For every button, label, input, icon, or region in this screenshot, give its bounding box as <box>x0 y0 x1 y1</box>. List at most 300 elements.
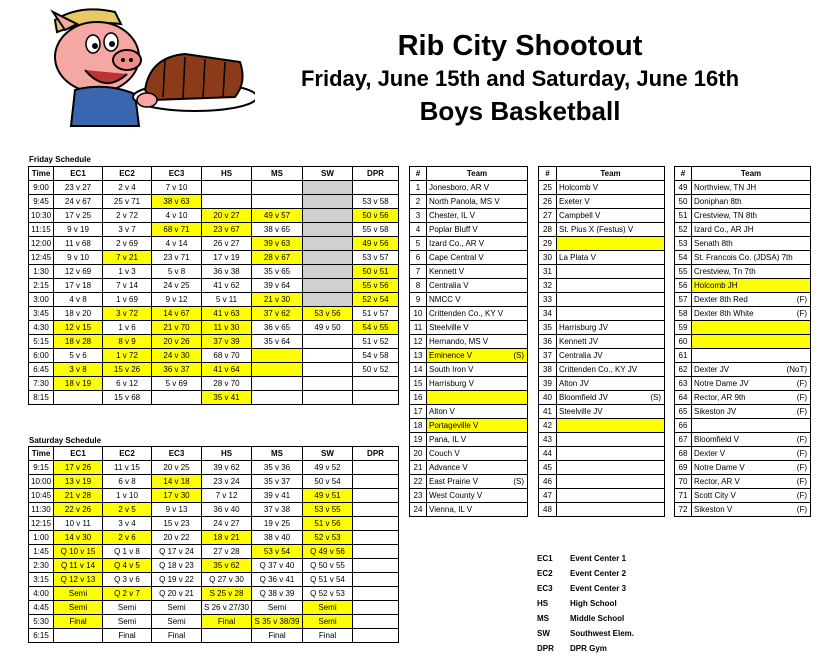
game-cell: 41 v 64 <box>202 363 252 377</box>
team-row <box>675 433 811 447</box>
team-name <box>427 447 528 461</box>
time-cell: 5:30 <box>29 615 54 629</box>
time-cell: 12:45 <box>29 251 54 265</box>
team-name <box>557 391 665 405</box>
legend-value: High School <box>570 599 617 608</box>
game-cell: 19 v 25 <box>252 517 303 531</box>
game-cell <box>54 629 103 643</box>
team-name <box>692 475 811 489</box>
time-cell: 1:45 <box>29 545 54 559</box>
game-cell: 14 v 30 <box>54 531 103 545</box>
team-name <box>692 503 811 517</box>
legend-item <box>537 626 634 641</box>
game-cell: Semi <box>152 615 202 629</box>
team-name <box>692 433 811 447</box>
game-cell: Q 51 v 54 <box>303 573 353 587</box>
team-name-text: North Panola, MS V <box>429 197 500 206</box>
saturday-row <box>29 573 399 587</box>
game-cell: Q 20 v 21 <box>152 587 202 601</box>
team-name-text: Holcomb JH <box>694 281 738 290</box>
team-name <box>427 251 528 265</box>
game-cell: 50 v 56 <box>353 209 399 223</box>
game-cell: Q 3 v 6 <box>103 573 152 587</box>
team-number: 22 <box>410 475 427 489</box>
team-name-text: Centralia JV <box>559 351 603 360</box>
team-row <box>675 391 811 405</box>
time-cell: 6:00 <box>29 349 54 363</box>
team-name <box>427 209 528 223</box>
team-number: 16 <box>410 391 427 405</box>
game-cell <box>252 195 303 209</box>
team-name <box>692 377 811 391</box>
game-cell <box>252 391 303 405</box>
game-cell: 20 v 26 <box>152 335 202 349</box>
team-number: 55 <box>675 265 692 279</box>
team-number: 47 <box>539 489 557 503</box>
team-name <box>692 181 811 195</box>
team-name <box>427 377 528 391</box>
team-name <box>427 335 528 349</box>
team-tag: (NoT) <box>786 365 807 374</box>
legend-value: Event Center 2 <box>570 569 627 578</box>
time-cell: 10:30 <box>29 209 54 223</box>
game-cell: 18 v 20 <box>54 307 103 321</box>
team-row <box>539 447 665 461</box>
game-cell: 9 v 12 <box>152 293 202 307</box>
team-row <box>675 265 811 279</box>
game-cell: 24 v 25 <box>152 279 202 293</box>
team-number: 66 <box>675 419 692 433</box>
game-cell: 28 v 70 <box>202 377 252 391</box>
team-number: 24 <box>410 503 427 517</box>
team-row <box>410 237 528 251</box>
game-cell: 54 v 55 <box>353 321 399 335</box>
event-subtitle: Boys Basketball <box>419 96 621 126</box>
team-tag: (F) <box>796 449 807 458</box>
game-cell <box>303 363 353 377</box>
friday-row <box>29 237 399 251</box>
game-cell: 49 v 51 <box>303 489 353 503</box>
game-cell: 17 v 18 <box>54 279 103 293</box>
game-cell: 12 v 15 <box>54 321 103 335</box>
team-number: 39 <box>539 377 557 391</box>
game-cell: 23 v 71 <box>152 251 202 265</box>
game-cell: 11 v 68 <box>54 237 103 251</box>
team-name <box>692 447 811 461</box>
team-row <box>539 489 665 503</box>
game-cell: 49 v 50 <box>303 321 353 335</box>
time-cell: 10:45 <box>29 489 54 503</box>
team-name-text: Alton JV <box>559 379 589 388</box>
game-cell: 37 v 38 <box>252 503 303 517</box>
game-cell: 53 v 58 <box>353 195 399 209</box>
game-cell: 50 v 51 <box>353 265 399 279</box>
team-name <box>427 223 528 237</box>
game-cell: 68 v 70 <box>202 349 252 363</box>
legend-value: Middle School <box>570 614 625 623</box>
game-cell: 11 v 30 <box>202 321 252 335</box>
team-row <box>410 209 528 223</box>
game-cell: Q 10 v 15 <box>54 545 103 559</box>
game-cell: 20 v 22 <box>152 531 202 545</box>
game-cell: 21 v 30 <box>252 293 303 307</box>
team-name-text: Izard Co., AR V <box>429 239 485 248</box>
team-name <box>557 265 665 279</box>
game-cell: 35 v 65 <box>252 265 303 279</box>
team-name-text: Notre Dame V <box>694 463 745 472</box>
team-number: 48 <box>539 503 557 517</box>
team-name-text: Jonesboro, AR V <box>429 183 490 192</box>
team-number: 8 <box>410 279 427 293</box>
team-name <box>557 405 665 419</box>
team-number: 9 <box>410 293 427 307</box>
game-cell: 49 v 57 <box>252 209 303 223</box>
team-name <box>692 335 811 349</box>
team-row <box>410 391 528 405</box>
team-tag: (F) <box>796 477 807 486</box>
game-cell: 24 v 30 <box>152 349 202 363</box>
team-name <box>427 349 528 363</box>
game-cell: 1 v 72 <box>103 349 152 363</box>
team-row <box>675 237 811 251</box>
team-row <box>539 349 665 363</box>
legend-value: DPR Gym <box>570 644 607 653</box>
team-row <box>539 335 665 349</box>
game-cell <box>353 629 399 643</box>
game-cell: 4 v 8 <box>54 293 103 307</box>
legend-value: Event Center 3 <box>570 584 627 593</box>
game-cell: Semi <box>54 587 103 601</box>
team-number: 19 <box>410 433 427 447</box>
game-cell: Semi <box>103 615 152 629</box>
team-name <box>557 377 665 391</box>
time-cell: 10:00 <box>29 475 54 489</box>
game-cell: 7 v 10 <box>152 181 202 195</box>
team-name <box>692 265 811 279</box>
team-row <box>539 321 665 335</box>
team-name <box>557 307 665 321</box>
game-cell: 1 v 3 <box>103 265 152 279</box>
game-cell: 6 v 8 <box>103 475 152 489</box>
team-row <box>675 279 811 293</box>
team-number: 67 <box>675 433 692 447</box>
team-number: 29 <box>539 237 557 251</box>
game-cell: 8 v 9 <box>103 335 152 349</box>
saturday-row <box>29 461 399 475</box>
team-row <box>675 447 811 461</box>
game-cell: 28 v 67 <box>252 251 303 265</box>
game-cell: Q 52 v 53 <box>303 587 353 601</box>
team-name <box>427 391 528 405</box>
team-row <box>410 363 528 377</box>
team-name-text: Doniphan 8th <box>694 197 742 206</box>
game-cell <box>353 587 399 601</box>
team-name <box>692 391 811 405</box>
game-cell <box>303 391 353 405</box>
team-row <box>539 237 665 251</box>
team-tag: (F) <box>796 491 807 500</box>
game-cell <box>303 181 353 195</box>
legend-item <box>537 566 634 581</box>
column-header: MS <box>252 447 303 461</box>
team-number: 56 <box>675 279 692 293</box>
game-cell <box>353 377 399 391</box>
game-cell <box>303 293 353 307</box>
team-name-text: Rector, AR 9th <box>694 393 746 402</box>
legend-key: DPR <box>537 644 554 653</box>
game-cell: 49 v 56 <box>353 237 399 251</box>
game-cell: Semi <box>54 601 103 615</box>
team-tag: (F) <box>796 393 807 402</box>
team-row <box>539 433 665 447</box>
game-cell: 4 v 10 <box>152 209 202 223</box>
team-row <box>675 349 811 363</box>
column-header: EC2 <box>103 447 152 461</box>
team-name-text: Centralia V <box>429 281 469 290</box>
team-name-text: Senath 8th <box>694 239 733 248</box>
team-row <box>539 251 665 265</box>
team-number: 30 <box>539 251 557 265</box>
game-cell: 53 v 57 <box>353 251 399 265</box>
column-header: Time <box>29 167 54 181</box>
team-row <box>410 447 528 461</box>
team-number: 31 <box>539 265 557 279</box>
pig-mascot-icon <box>35 2 255 127</box>
game-cell <box>303 279 353 293</box>
saturday-row <box>29 503 399 517</box>
game-cell: 25 v 71 <box>103 195 152 209</box>
team-list-2 <box>538 166 665 517</box>
team-name-text: St. Pius X (Festus) V <box>559 225 634 234</box>
game-cell <box>353 503 399 517</box>
team-number: 64 <box>675 391 692 405</box>
game-cell: Q 50 v 55 <box>303 559 353 573</box>
team-name <box>427 433 528 447</box>
game-cell <box>303 251 353 265</box>
team-number: 46 <box>539 475 557 489</box>
time-cell: 4:00 <box>29 587 54 601</box>
game-cell: 1 v 10 <box>103 489 152 503</box>
column-header: Time <box>29 447 54 461</box>
time-cell: 2:15 <box>29 279 54 293</box>
game-cell: 36 v 37 <box>152 363 202 377</box>
game-cell: Q 4 v 5 <box>103 559 152 573</box>
game-cell <box>202 629 252 643</box>
team-row <box>539 181 665 195</box>
game-cell: 26 v 27 <box>202 237 252 251</box>
game-cell: 11 v 15 <box>103 461 152 475</box>
team-number: 40 <box>539 391 557 405</box>
time-cell: 4:30 <box>29 321 54 335</box>
team-name-text: Pana, IL V <box>429 435 467 444</box>
game-cell: Semi <box>303 615 353 629</box>
friday-row <box>29 181 399 195</box>
game-cell: 35 v 64 <box>252 335 303 349</box>
team-name <box>427 419 528 433</box>
team-name-text: Notre Dame JV <box>694 379 749 388</box>
team-name <box>692 223 811 237</box>
team-name-text: Advance V <box>429 463 468 472</box>
team-row <box>539 461 665 475</box>
team-number: 42 <box>539 419 557 433</box>
team-name <box>557 363 665 377</box>
team-row <box>675 419 811 433</box>
team-name-text: Steelville V <box>429 323 469 332</box>
game-cell: 2 v 72 <box>103 209 152 223</box>
team-number: 5 <box>410 237 427 251</box>
team-row <box>539 405 665 419</box>
team-row <box>539 391 665 405</box>
column-header: Team <box>427 167 528 181</box>
game-cell: 49 v 52 <box>303 461 353 475</box>
team-row <box>675 223 811 237</box>
team-name-text: Crestview, Tn 7th <box>694 267 756 276</box>
team-number: 26 <box>539 195 557 209</box>
game-cell: 5 v 6 <box>54 349 103 363</box>
game-cell: S 25 v 28 <box>202 587 252 601</box>
team-row <box>539 419 665 433</box>
time-cell: 9:45 <box>29 195 54 209</box>
team-name-text: Campbell V <box>559 211 601 220</box>
team-number: 34 <box>539 307 557 321</box>
team-name-text: Poplar Bluff V <box>429 225 478 234</box>
game-cell: 41 v 63 <box>202 307 252 321</box>
legend-key: MS <box>537 614 549 623</box>
team-row <box>675 489 811 503</box>
team-name <box>427 489 528 503</box>
time-cell: 1:30 <box>29 265 54 279</box>
team-number: 12 <box>410 335 427 349</box>
legend-key: HS <box>537 599 549 608</box>
game-cell: 18 v 28 <box>54 335 103 349</box>
team-name-text: Sikeston V <box>694 505 733 514</box>
legend-item <box>537 581 634 596</box>
time-cell: 8:15 <box>29 391 54 405</box>
game-cell <box>303 349 353 363</box>
team-number: 71 <box>675 489 692 503</box>
column-header: DPR <box>353 167 399 181</box>
time-cell: 11:15 <box>29 223 54 237</box>
game-cell: 23 v 24 <box>202 475 252 489</box>
game-cell <box>252 363 303 377</box>
team-row <box>410 251 528 265</box>
saturday-row <box>29 475 399 489</box>
game-cell: 17 v 19 <box>202 251 252 265</box>
page-title: Rib City Shootout <box>397 30 643 62</box>
game-cell: 52 v 54 <box>353 293 399 307</box>
team-row <box>410 461 528 475</box>
game-cell: 35 v 36 <box>252 461 303 475</box>
game-cell: 27 v 28 <box>202 545 252 559</box>
team-name-text: West County V <box>429 491 483 500</box>
time-cell: 3:00 <box>29 293 54 307</box>
team-number: 23 <box>410 489 427 503</box>
team-number: 27 <box>539 209 557 223</box>
time-cell: 6:45 <box>29 363 54 377</box>
team-name <box>427 279 528 293</box>
game-cell <box>54 391 103 405</box>
team-name-text: Bloomfield V <box>694 435 739 444</box>
team-row <box>675 181 811 195</box>
team-name-text: Scott City V <box>694 491 736 500</box>
game-cell: Q 37 v 40 <box>252 559 303 573</box>
team-row <box>539 265 665 279</box>
legend-key: EC3 <box>537 584 553 593</box>
game-cell <box>353 461 399 475</box>
team-number: 33 <box>539 293 557 307</box>
team-name <box>692 209 811 223</box>
team-number: 62 <box>675 363 692 377</box>
game-cell: Semi <box>252 601 303 615</box>
game-cell <box>252 377 303 391</box>
game-cell: 50 v 54 <box>303 475 353 489</box>
legend-item <box>537 641 634 656</box>
team-name <box>557 335 665 349</box>
game-cell <box>303 265 353 279</box>
game-cell: 2 v 6 <box>103 531 152 545</box>
friday-row <box>29 335 399 349</box>
friday-row <box>29 195 399 209</box>
game-cell: 12 v 69 <box>54 265 103 279</box>
column-header: # <box>410 167 427 181</box>
column-header: Team <box>557 167 665 181</box>
team-row <box>675 321 811 335</box>
team-name-text: Cape Central V <box>429 253 484 262</box>
team-name <box>557 321 665 335</box>
team-row <box>675 377 811 391</box>
column-header: EC1 <box>54 167 103 181</box>
venue-legend <box>537 551 634 656</box>
game-cell <box>303 377 353 391</box>
team-number: 49 <box>675 181 692 195</box>
game-cell: 2 v 69 <box>103 237 152 251</box>
team-row <box>410 265 528 279</box>
column-header: HS <box>202 167 252 181</box>
team-number: 35 <box>539 321 557 335</box>
game-cell <box>303 335 353 349</box>
game-cell: 13 v 19 <box>54 475 103 489</box>
team-number: 36 <box>539 335 557 349</box>
game-cell: 39 v 41 <box>252 489 303 503</box>
team-number: 61 <box>675 349 692 363</box>
game-cell <box>252 181 303 195</box>
team-row <box>539 223 665 237</box>
team-row <box>410 307 528 321</box>
game-cell: Q 19 v 22 <box>152 573 202 587</box>
team-row <box>410 503 528 517</box>
game-cell: Q 36 v 41 <box>252 573 303 587</box>
game-cell: 54 v 58 <box>353 349 399 363</box>
game-cell: Final <box>202 615 252 629</box>
time-cell: 4:45 <box>29 601 54 615</box>
team-number: 37 <box>539 349 557 363</box>
team-name-text: Rector, AR V <box>694 477 740 486</box>
saturday-row <box>29 559 399 573</box>
team-row <box>410 223 528 237</box>
team-name <box>427 475 528 489</box>
game-cell: 39 v 63 <box>252 237 303 251</box>
team-list-3 <box>674 166 811 517</box>
team-row <box>410 293 528 307</box>
team-row <box>675 195 811 209</box>
game-cell: 36 v 38 <box>202 265 252 279</box>
team-name-text: Portageville V <box>429 421 479 430</box>
game-cell: 35 v 37 <box>252 475 303 489</box>
team-number: 57 <box>675 293 692 307</box>
game-cell: S 35 v 38/39 <box>252 615 303 629</box>
column-header: EC2 <box>103 167 152 181</box>
team-tag: (S) <box>513 477 524 486</box>
